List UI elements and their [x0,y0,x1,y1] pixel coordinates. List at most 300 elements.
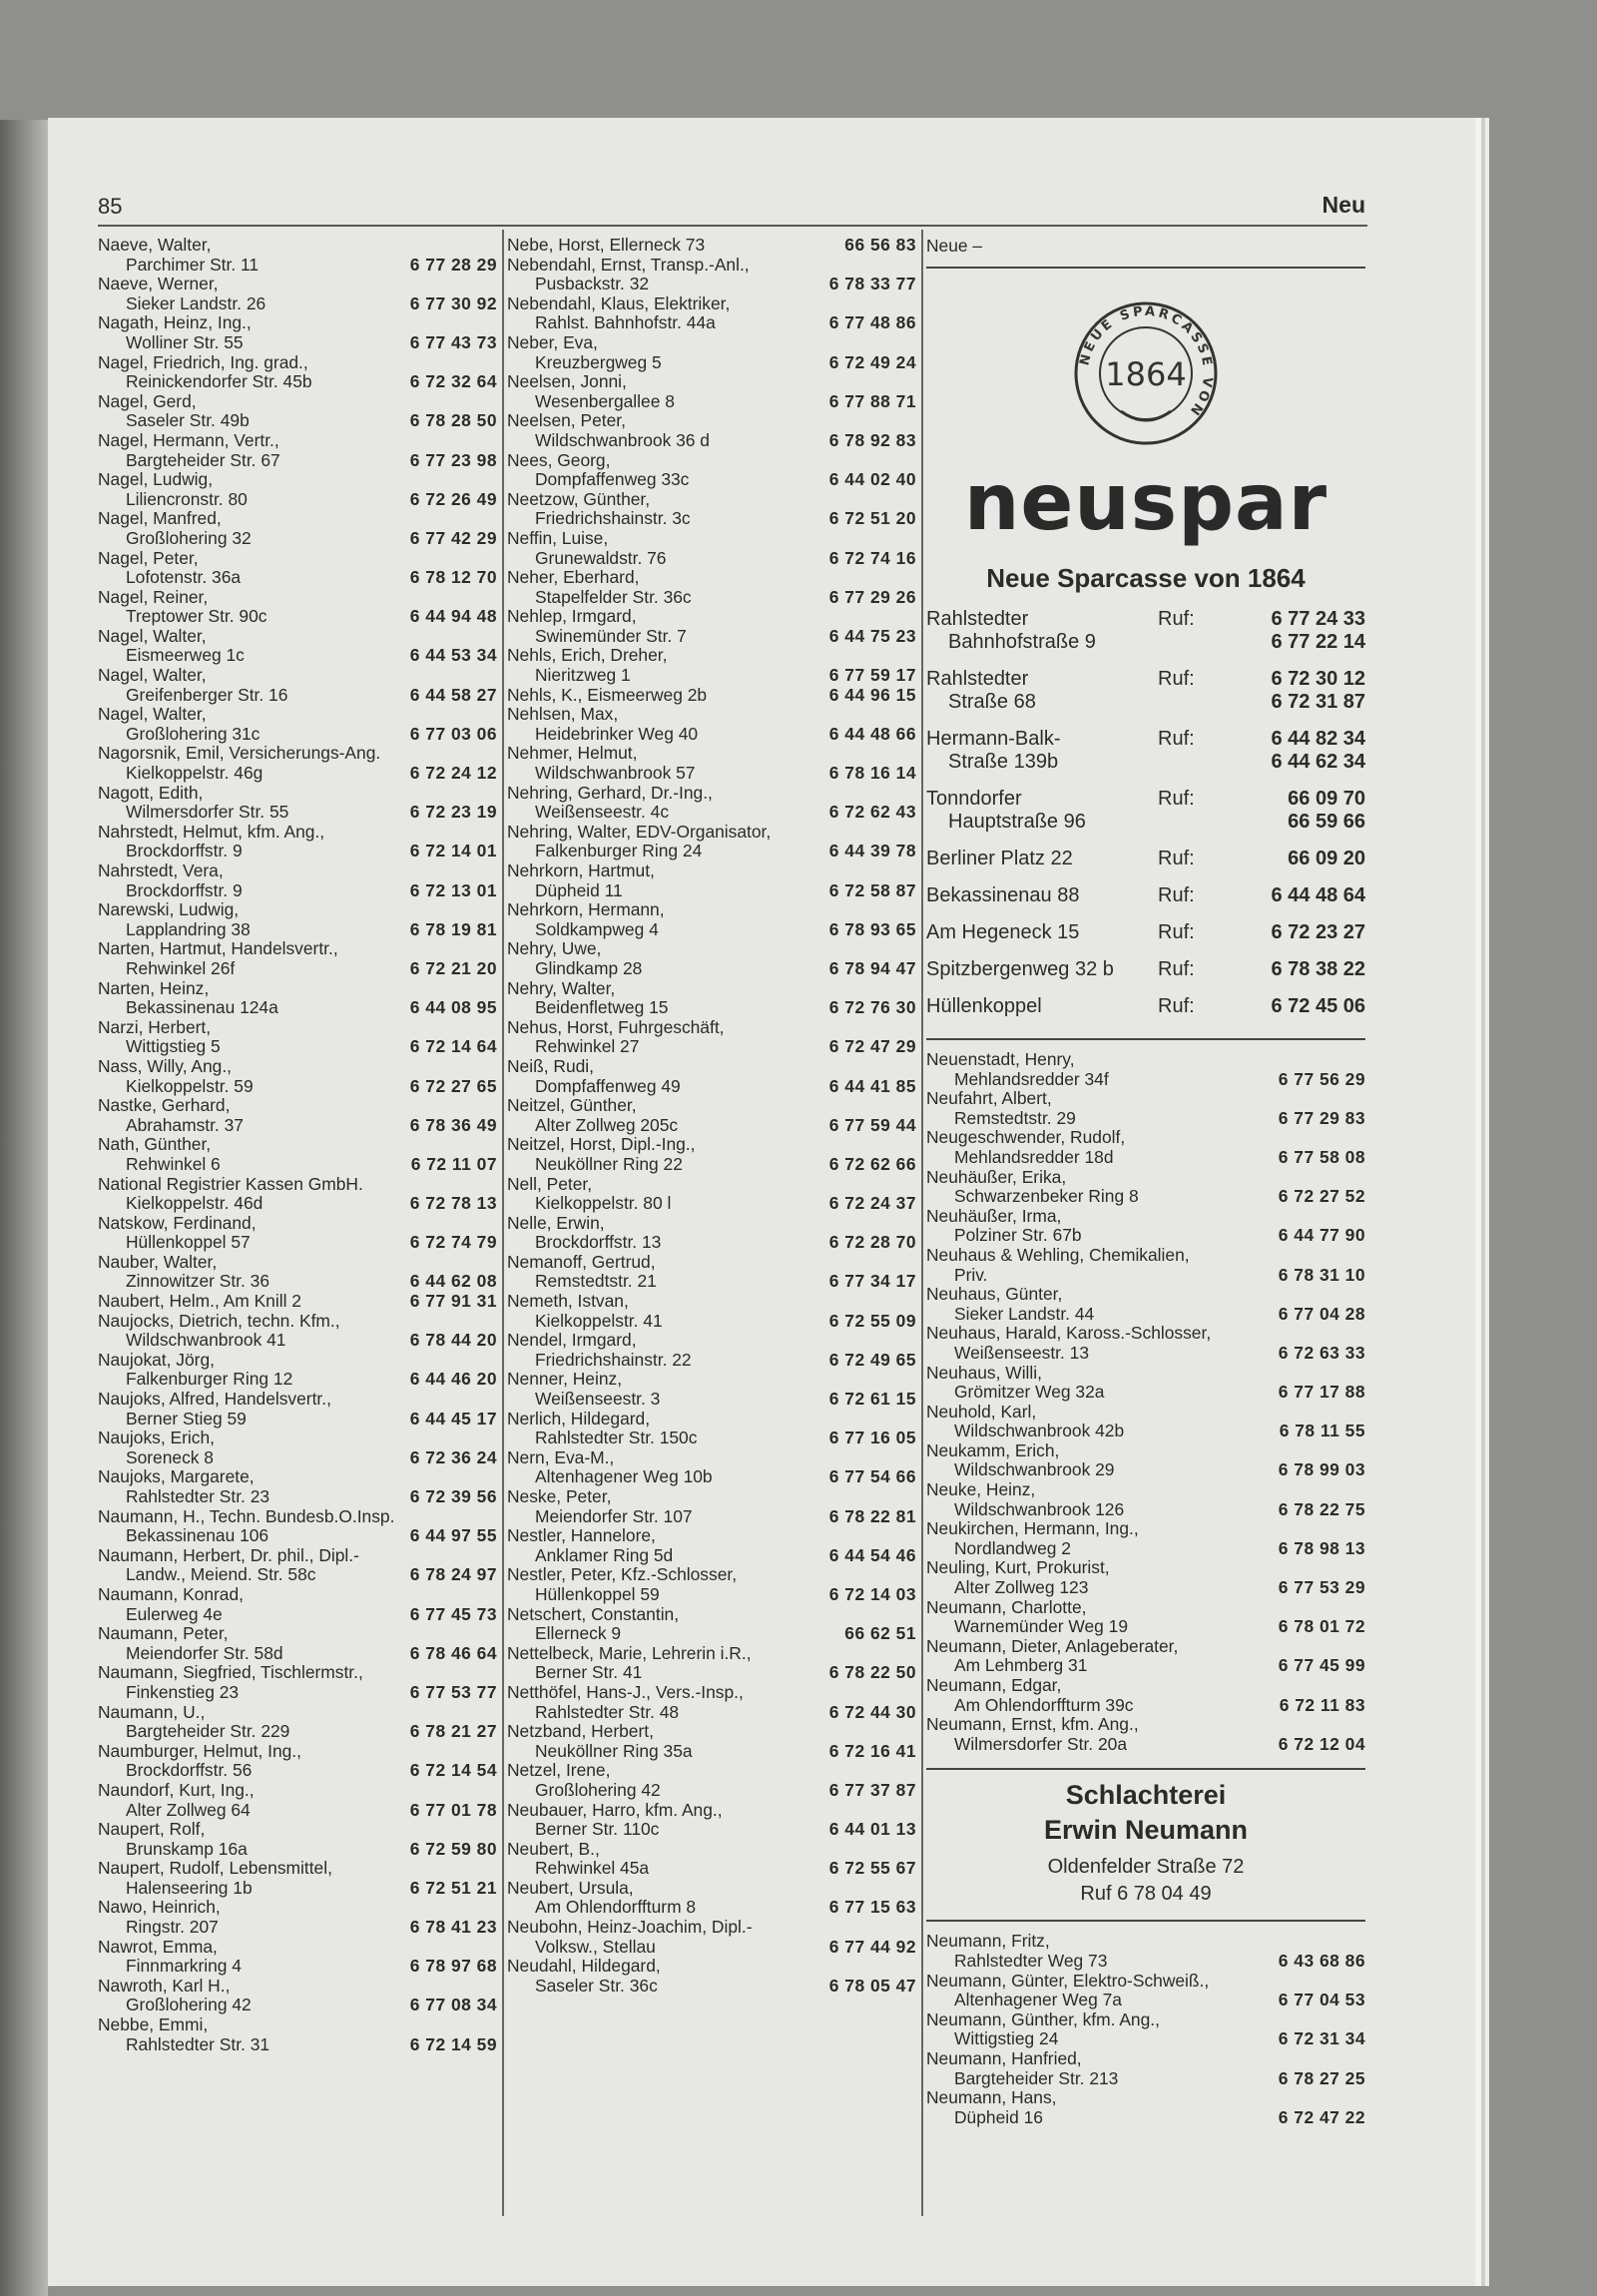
branch-phone-2: 6 44 62 34 [1271,751,1365,773]
directory-entry [507,372,916,411]
entry-phone: 6 44 53 34 [409,645,497,666]
entry-name: Nagath, Heinz, Ing., [98,312,252,333]
directory-entry [926,1364,1365,1403]
entry-address: Heidebrinker Weg 40 [535,723,699,744]
seal-year: 1864 [1105,355,1187,393]
directory-entry [98,236,497,275]
entry-name: Naumburger, Helmut, Ing., [98,1740,301,1761]
entry-address: Kielkoppelstr. 59 [126,1075,254,1096]
entry-phone: 6 44 54 46 [828,1544,916,1565]
entry-name: Nagel, Gerd, [98,390,197,411]
entry-phone: 6 77 54 66 [828,1466,916,1487]
directory-entry [98,823,497,861]
entry-address: Am Ohlendorffturm 8 [535,1897,697,1918]
entry-phone: 6 72 47 29 [828,1036,916,1057]
ad-line-4: Ruf 6 78 04 49 [1080,1883,1212,1906]
branch-entry [926,958,1365,981]
branch-street: Bahnhofstraße 9 [948,631,1096,653]
entry-phone: 6 77 34 17 [828,1271,916,1292]
entry-address: Wilmersdorfer Str. 55 [126,802,289,823]
directory-entry [98,705,497,744]
entry-address: Düpheid 16 [954,2106,1043,2127]
entry-name: Nehus, Horst, Fuhrgeschäft, [507,1016,725,1037]
directory-entry [98,1898,497,1937]
entry-phone: 6 78 98 13 [1278,1537,1365,1558]
entry-phone: 6 77 28 29 [409,254,497,275]
entry-name: Nemeth, Istvan, [507,1291,629,1312]
entry-phone: 6 77 44 92 [828,1936,916,1957]
directory-entry [507,451,916,490]
directory-entry [98,1859,497,1898]
entry-name: Neuhäußer, Irma, [926,1205,1062,1226]
entry-address: Bekassinenau 124a [126,997,278,1018]
entry-phone: 6 44 48 66 [828,723,916,744]
entry-address: Wildschwanbrook 29 [954,1459,1115,1480]
brand-logo: neuspar [963,458,1329,548]
entry-name: Neber, Eva, [507,331,598,352]
entry-address: Reinickendorfer Str. 45b [126,371,312,392]
entry-name: Neuhäußer, Erika, [926,1166,1067,1187]
entry-name: Neumann, Hanfried, [926,2047,1082,2068]
ad-line-2: Erwin Neumann [1043,1815,1249,1846]
entry-phone: 6 44 77 90 [1278,1225,1365,1246]
branch-entry [926,668,1365,714]
entry-phone: 6 77 29 83 [1278,1107,1365,1128]
entry-name: Neetzow, Günther, [507,488,651,509]
entry-name: Nerlich, Hildegard, [507,1408,651,1429]
branch-entry [926,921,1365,944]
entry-name: Neitzel, Günther, [507,1095,637,1116]
branch-name: Tonndorfer [926,788,1022,810]
book-spine [0,120,48,2296]
entry-phone: 6 77 29 26 [828,586,916,607]
branch-name: Hermann-Balk- [926,728,1061,750]
directory-entry [926,1676,1365,1715]
directory-entry [98,1507,497,1546]
entry-phone: 6 72 13 01 [409,879,497,900]
entry-address: Mehlandsredder 34f [954,1068,1109,1089]
entry-phone: 6 78 36 49 [409,1114,497,1135]
entry-name: Neuhaus & Wehling, Chemikalien, [926,1244,1190,1265]
entry-name: Nauber, Walter, [98,1251,218,1272]
entry-name: Neumann, Dieter, Anlageberater, [926,1635,1179,1656]
entry-name: Naubert, Helm., Am Knill 2 [98,1291,301,1312]
entry-phone: 6 77 23 98 [409,449,497,470]
entry-phone: 6 78 22 81 [828,1505,916,1526]
entry-name: Neuling, Kurt, Prokurist, [926,1557,1110,1578]
entry-address: Düpheid 11 [535,879,623,900]
entry-phone: 6 77 08 34 [409,1995,497,2015]
entry-name: Neufahrt, Albert, [926,1088,1052,1109]
entry-address: Friedrichshainstr. 3c [535,508,691,529]
entry-name: Neubert, Ursula, [507,1877,634,1898]
entry-phone: 6 77 91 31 [409,1291,497,1312]
entry-address: Kreuzbergweg 5 [535,351,662,372]
entry-address: Rahlstedter Str. 31 [126,2033,270,2054]
branch-phone: 6 72 30 12 [1271,668,1365,690]
entry-name: Narewski, Ludwig, [98,899,240,920]
entry-phone: 6 72 14 59 [409,2033,497,2054]
entry-name: Neitzel, Horst, Dipl.-Ing., [507,1134,696,1155]
entry-phone: 6 77 37 87 [828,1779,916,1800]
entry-phone: 6 78 11 55 [1279,1421,1365,1441]
branch-phone-2: 66 59 66 [1288,811,1365,833]
entry-address: Wesenbergallee 8 [535,390,675,411]
branch-phone: 66 09 70 [1288,788,1365,810]
entry-phone: 6 78 93 65 [828,918,916,939]
entry-address: Weißenseestr. 3 [535,1389,661,1410]
entry-address: Altenhagener Weg 10b [535,1466,713,1487]
entry-name: Nebbe, Emmi, [98,2014,209,2035]
entry-address: Brockdorffstr. 56 [126,1760,253,1781]
entry-name: Nawo, Heinrich, [98,1897,221,1918]
entry-phone: 6 77 59 17 [828,665,916,686]
entry-name: Nehring, Gerhard, Dr.-Ing., [507,782,713,803]
entry-address: Berner Str. 41 [535,1662,643,1683]
entry-phone: 6 72 76 30 [828,997,916,1018]
entry-address: Parchimer Str. 11 [126,254,260,275]
entry-phone: 66 56 83 [844,235,916,255]
entry-phone: 6 72 74 79 [409,1232,497,1253]
directory-entry [507,333,916,372]
entry-phone: 6 78 01 72 [1278,1616,1365,1637]
directory-entry [507,1722,916,1761]
entry-name: Nath, Günther, [98,1134,212,1155]
entry-phone: 6 72 23 19 [409,802,497,823]
directory-entry [507,1918,916,1957]
entry-phone: 66 62 51 [844,1623,916,1644]
entry-phone: 6 44 96 15 [828,684,916,705]
directory-entry [98,900,497,939]
entry-phone: 6 72 14 54 [409,1760,497,1781]
entry-address: Ringstr. 207 [126,1917,219,1938]
entry-phone: 6 72 74 16 [828,547,916,568]
entry-address: Beidenfletweg 15 [535,997,669,1018]
branch-entry [926,788,1365,834]
directory-entry [507,744,916,783]
entry-name: Nehrkorn, Hartmut, [507,861,655,880]
page-number: 85 [98,194,123,219]
directory-entry [926,1480,1365,1519]
ruf-label: Ruf: [1158,728,1195,750]
entry-name: Naujocks, Dietrich, techn. Kfm., [98,1310,340,1331]
entry-name: Neumann, Hans, [926,2087,1057,2108]
entries-b [926,1932,1365,2127]
entry-address: Großlohering 32 [126,527,252,548]
entry-phone: 6 72 26 49 [409,488,497,509]
directory-entry [98,1096,497,1135]
entry-name: Nehls, K., Eismeerweg 2b [507,684,708,705]
entry-name: Netzband, Herbert, [507,1721,654,1742]
branch-name: Rahlstedter [926,668,1029,690]
entry-phone: 6 72 24 37 [828,1193,916,1214]
branch-entry [926,995,1365,1018]
entry-phone: 6 72 61 15 [828,1389,916,1410]
directory-entry [507,1761,916,1800]
directory-entry [926,2088,1365,2127]
directory-entry [926,2049,1365,2088]
directory-entry [98,588,497,627]
ruf-label: Ruf: [1158,788,1195,810]
directory-entry [507,1879,916,1918]
entry-address: Remstedtstr. 21 [535,1271,657,1292]
entry-phone: 6 77 04 28 [1278,1303,1365,1324]
entry-address: Landw., Meiend. Str. 58c [126,1564,316,1585]
divider [926,267,1365,269]
directory-entry [98,470,497,509]
entry-name: Nawroth, Karl H., [98,1975,231,1996]
entry-phone: 6 44 62 08 [409,1271,497,1292]
entry-name: Naumann, U., [98,1701,206,1722]
directory-entry [507,1840,916,1879]
entry-address: Schwarzenbeker Ring 8 [954,1186,1139,1207]
directory-entry [98,1253,497,1292]
directory-entry [507,1683,916,1722]
branch-phone-2: 6 72 31 87 [1271,691,1365,713]
divider [926,1038,1365,1040]
entry-address: Kielkoppelstr. 46d [126,1193,264,1214]
entry-name: Neelsen, Peter, [507,410,626,431]
entry-address: Dompfaffenweg 33c [535,469,690,490]
directory-entry [507,1487,916,1526]
branch-entry [926,728,1365,774]
directory-entry [507,256,916,294]
entry-phone: 6 78 46 64 [409,1642,497,1663]
entry-name: Neuhaus, Harald, Kaross.-Schlosser, [926,1323,1212,1344]
entry-name: Nass, Willy, Ang., [98,1055,233,1076]
directory-entry [926,1089,1365,1128]
directory-entry [507,686,916,706]
directory-entry [926,1050,1365,1089]
entry-name: Neuhaus, Günter, [926,1284,1063,1305]
entry-address: Dompfaffenweg 49 [535,1075,681,1096]
branch-phone: 6 78 38 22 [1271,958,1365,980]
entry-address: Rehwinkel 27 [535,1036,640,1057]
directory-entry [98,509,497,548]
entry-address: Weißenseestr. 13 [954,1342,1090,1363]
directory-entry [926,1441,1365,1480]
directory-entry [507,1410,916,1448]
entry-phone: 6 44 45 17 [409,1408,497,1429]
directory-entry [98,549,497,588]
entry-phone: 6 72 49 24 [828,351,916,372]
entry-name: Nastke, Gerhard, [98,1095,231,1116]
entry-phone: 6 78 05 47 [828,1975,916,1996]
directory-entry [507,1565,916,1604]
ruf-label: Ruf: [1158,921,1195,943]
entry-phone: 6 77 04 53 [1278,1990,1365,2010]
entry-name: Naumann, Siegfried, Tischlermstr., [98,1662,363,1683]
directory-entry [98,1018,497,1057]
entry-name: Neumann, Charlotte, [926,1596,1087,1617]
entry-name: Nahrstedt, Vera, [98,861,224,880]
divider [926,1920,1365,1922]
entry-address: Soreneck 8 [126,1446,214,1467]
entry-address: Wolliner Str. 55 [126,331,244,352]
entry-name: Naupert, Rolf, [98,1819,206,1840]
directory-entry [507,1018,916,1057]
entry-phone: 6 72 14 64 [409,1036,497,1057]
entry-name: Nebendahl, Klaus, Elektriker, [507,292,731,313]
entry-name: Nebe, Horst, Ellerneck 73 [507,235,706,255]
entry-address: Wildschwanbrook 126 [954,1498,1125,1519]
directory-entry [507,236,916,256]
entry-name: Nehry, Walter, [507,977,616,998]
entry-address: Wittigstieg 24 [954,2028,1059,2049]
entry-address: Ellerneck 9 [535,1623,622,1644]
directory-entry [98,2015,497,2054]
entry-phone: 6 78 41 23 [409,1917,497,1938]
entries-a [926,1050,1365,1754]
directory-entry [507,1448,916,1487]
directory-entry [507,784,916,823]
entry-phone: 6 77 42 29 [409,527,497,548]
directory-entry [507,607,916,646]
directory-entry [507,1801,916,1840]
entry-name: Neubauer, Harro, kfm. Ang., [507,1799,723,1820]
entry-phone: 6 77 88 71 [828,390,916,411]
entry-address: Großlohering 42 [535,1779,661,1800]
entry-address: Wildschwanbrook 42b [954,1421,1125,1441]
directory-entry [98,1703,497,1742]
entry-phone: 6 43 68 86 [1278,1950,1365,1971]
directory-entry [926,1168,1365,1207]
column-3 [926,236,1365,2127]
branch-entry [926,608,1365,654]
directory-entry [926,1207,1365,1246]
entry-name: Naujokat, Jörg, [98,1349,215,1370]
entry-phone: 6 72 51 21 [409,1877,497,1898]
entry-address: Liliencronstr. 80 [126,488,248,509]
entry-name: Nestler, Peter, Kfz.-Schlosser, [507,1564,738,1585]
entry-phone: 6 77 30 92 [409,292,497,313]
directory-entry [926,1128,1365,1167]
entry-address: Treptower Str. 90c [126,606,267,627]
entry-name: Nagott, Edith, [98,782,204,803]
entry-address: Soldkampweg 4 [535,918,659,939]
directory-entry [98,1585,497,1624]
entry-phone: 6 72 27 65 [409,1075,497,1096]
directory-entry [507,529,916,568]
entry-address: Eismeerweg 1c [126,645,245,666]
ruf-label: Ruf: [1158,995,1195,1017]
entry-phone: 6 77 03 06 [409,723,497,744]
entry-address: Rehwinkel 45a [535,1858,650,1879]
entry-name: Nern, Eva-M., [507,1446,615,1467]
entry-phone: 6 77 16 05 [828,1428,916,1448]
entry-address: Volksw., Stellau [535,1936,656,1957]
entry-address: Glindkamp 28 [535,957,643,978]
entry-phone: 6 77 17 88 [1278,1382,1365,1403]
branch-name: Rahlstedter [926,608,1029,630]
entry-name: Neuke, Heinz, [926,1479,1036,1500]
entry-address: Am Lehmberg 31 [954,1655,1088,1676]
divider [926,1768,1365,1770]
entry-phone: 6 72 27 52 [1278,1186,1365,1207]
entry-phone: 6 72 12 04 [1278,1733,1365,1754]
entry-phone: 6 72 36 24 [409,1446,497,1467]
entry-address: Wittigstieg 5 [126,1036,221,1057]
entry-name: Naumann, Konrad, [98,1583,244,1604]
directory-entry [507,1214,916,1253]
entry-name: Neuhold, Karl, [926,1401,1037,1422]
entry-name: Nehrkorn, Hermann, [507,899,665,920]
entry-address: Weißenseestr. 4c [535,802,670,823]
entry-name: Neukirchen, Hermann, Ing., [926,1518,1139,1539]
entry-phone: 6 72 11 07 [410,1153,497,1174]
entry-phone: 6 44 08 95 [409,997,497,1018]
entry-name: Naujoks, Erich, [98,1428,215,1448]
directory-entry [507,1175,916,1214]
directory-entry [926,1558,1365,1597]
entry-phone: 6 78 44 20 [409,1330,497,1351]
entry-name: Naujoks, Margarete, [98,1466,255,1487]
continuation-head: Neue – [926,236,983,256]
directory-page [48,118,1475,2286]
directory-entry [926,1324,1365,1363]
entry-name: Nagel, Walter, [98,665,207,686]
branch-name: Am Hegeneck 15 [926,921,1080,943]
entry-address: Pusbackstr. 32 [535,274,650,294]
branch-entry [926,848,1365,870]
directory-entry [926,1519,1365,1558]
brand-subtitle: Neue Sparcasse von 1864 [986,563,1306,593]
directory-entry [98,1742,497,1781]
entry-name: Netschert, Constantin, [507,1603,680,1624]
entry-phone: 6 72 55 09 [828,1310,916,1331]
directory-entry [98,1057,497,1096]
entry-address: Alter Zollweg 123 [954,1577,1089,1598]
sparcasse-seal-icon [1066,293,1226,453]
seal-ring-text: NEUE SPARCASSE VON [1077,303,1216,420]
entry-phone: 6 72 24 12 [409,763,497,784]
directory-entry [507,646,916,685]
entry-address: Bargteheider Str. 213 [954,2067,1119,2088]
entry-phone: 6 77 53 29 [1278,1577,1365,1598]
entry-name: Nenner, Heinz, [507,1369,623,1390]
entry-name: Neugeschwender, Rudolf, [926,1127,1126,1148]
entry-phone: 6 72 55 67 [828,1858,916,1879]
ruf-label: Ruf: [1158,608,1195,630]
entry-name: Naundorf, Kurt, Ing., [98,1779,255,1800]
entry-address: Großlohering 31c [126,723,261,744]
branch-street: Straße 68 [948,691,1036,713]
directory-entry [98,1938,497,1977]
entry-name: Neubert, B., [507,1838,600,1859]
entry-phone: 6 77 45 99 [1278,1655,1365,1676]
directory-entry [98,1429,497,1467]
entry-address: Falkenburger Ring 24 [535,841,703,861]
directory-entry [507,1370,916,1409]
entry-address: Neuköllner Ring 35a [535,1740,693,1761]
entry-name: Nendel, Irmgard, [507,1330,637,1351]
entry-phone: 6 77 43 73 [409,331,497,352]
branch-name: Berliner Platz 22 [926,848,1073,869]
ruf-label: Ruf: [1158,848,1195,869]
entry-address: Grunewaldstr. 76 [535,547,667,568]
entry-name: Naupert, Rudolf, Lebensmittel, [98,1858,332,1879]
entry-phone: 6 78 27 25 [1278,2067,1365,2088]
entry-name: Nettelbeck, Marie, Lehrerin i.R., [507,1642,752,1663]
entry-name: Nagel, Walter, [98,625,207,646]
entry-phone: 6 44 75 23 [828,625,916,646]
directory-entry [507,1292,916,1331]
entry-name: Nagel, Walter, [98,704,207,725]
directory-entry [507,979,916,1018]
entry-name: Narzi, Herbert, [98,1016,212,1037]
entry-phone: 6 72 58 87 [828,879,916,900]
entry-phone: 6 72 62 43 [828,802,916,823]
